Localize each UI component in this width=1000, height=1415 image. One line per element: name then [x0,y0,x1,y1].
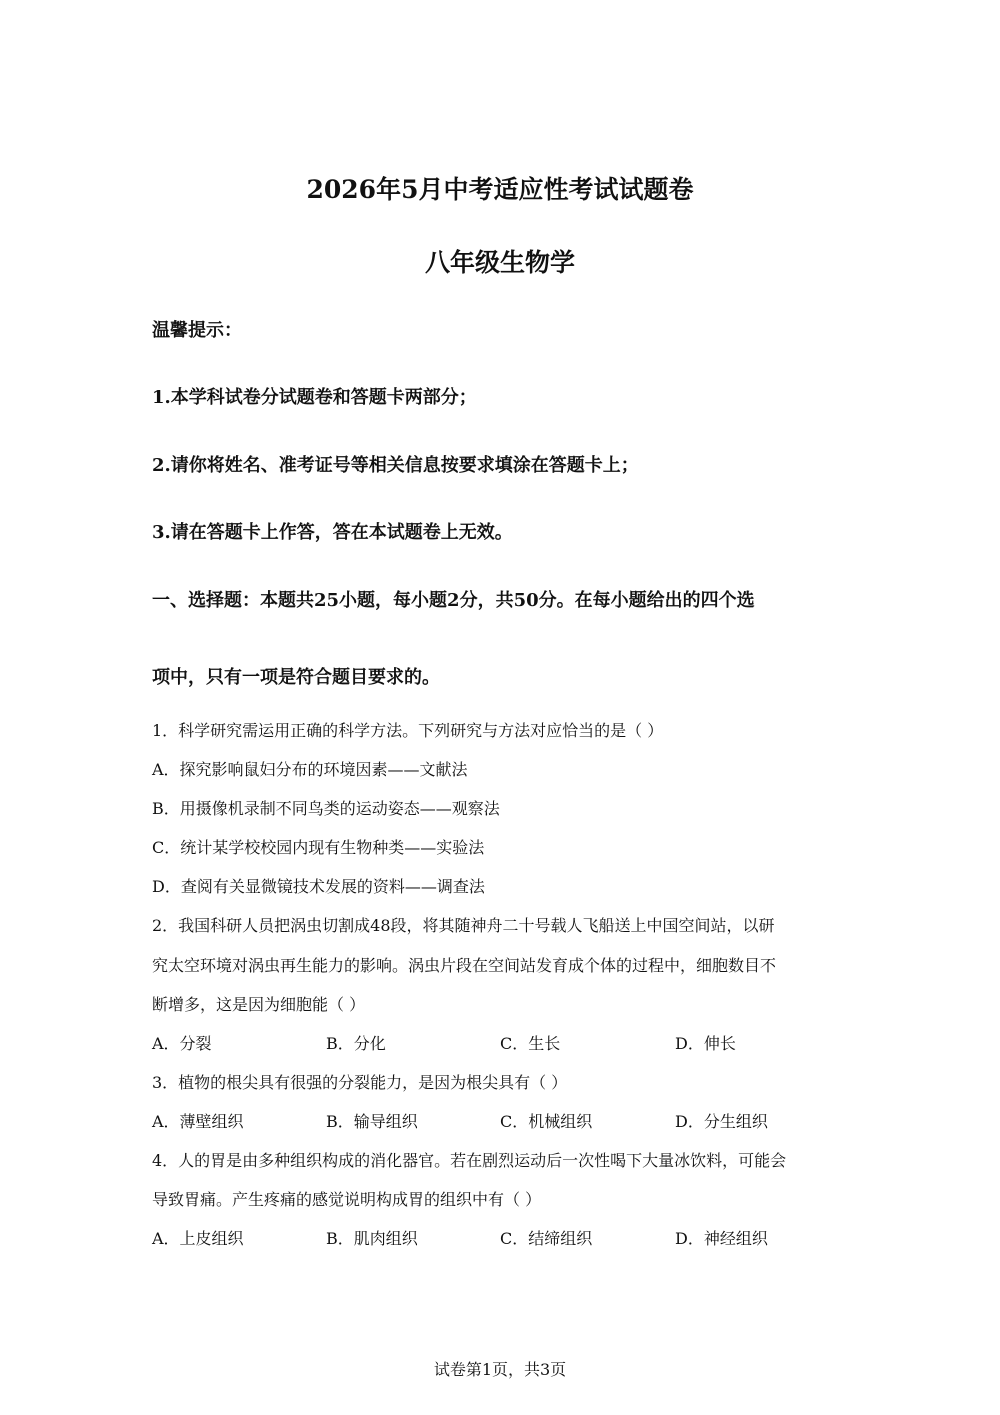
notice-item-3: 3.请在答题卡上作答，答在本试题卷上无效。 [152,522,513,543]
question-3-stem: 3．植物的根尖具有很强的分裂能力，是因为根尖具有（ ） [152,1073,568,1092]
question-3-option-a: A．薄壁组织 [152,1112,244,1131]
notice-item-2: 2.请你将姓名、准考证号等相关信息按要求填涂在答题卡上； [152,455,639,476]
section-heading-line-2: 项中，只有一项是符合题目要求的。 [152,667,440,688]
question-2-stem-line-2: 究太空环境对涡虫再生能力的影响。涡虫片段在空间站发育成个体的过程中，细胞数目不 [152,956,777,975]
question-2-option-d: D．伸长 [675,1034,736,1053]
question-1-option-a: A．探究影响鼠妇分布的环境因素——文献法 [152,760,468,779]
question-2-stem-line-3: 断增多，这是因为细胞能（ ） [152,995,366,1014]
section-heading-line-1: 一、选择题：本题共25小题，每小题2分，共50分。在每小题给出的四个选 [152,590,755,611]
notice-heading: 温馨提示： [152,320,242,341]
question-4-option-a: A．上皮组织 [152,1229,244,1248]
page-subtitle: 八年级生物学 [424,248,575,277]
question-4-stem-line-1: 4．人的胃是由多种组织构成的消化器官。若在剧烈运动后一次性喝下大量冰饮料，可能会 [152,1151,787,1170]
question-3-option-b: B．输导组织 [326,1112,418,1131]
question-4-option-c: C．结缔组织 [500,1229,593,1248]
question-1-option-d: D．查阅有关显微镜技术发展的资料——调查法 [152,877,485,896]
notice-item-1: 1.本学科试卷分试题卷和答题卡两部分； [152,387,477,408]
question-2-option-a: A．分裂 [152,1034,212,1053]
question-4-option-d: D．神经组织 [675,1229,768,1248]
question-4-stem-line-2: 导致胃痛。产生疼痛的感觉说明构成胃的组织中有（ ） [152,1190,542,1209]
question-1-stem: 1．科学研究需运用正确的科学方法。下列研究与方法对应恰当的是（ ） [152,721,664,740]
page-title: 2026年5月中考适应性考试试题卷 [306,175,694,204]
question-3-option-d: D．分生组织 [675,1112,768,1131]
question-1-option-c: C．统计某学校校园内现有生物种类——实验法 [152,838,485,857]
question-2-stem-line-1: 2．我国科研人员把涡虫切割成48段，将其随神舟二十号载人飞船送上中国空间站，以研 [152,916,775,935]
page-number-footer: 试卷第1页，共3页 [433,1360,567,1379]
question-2-option-b: B．分化 [326,1034,386,1053]
question-3-option-c: C．机械组织 [500,1112,593,1131]
question-2-option-c: C．生长 [500,1034,561,1053]
question-1-option-b: B．用摄像机录制不同鸟类的运动姿态——观察法 [152,799,500,818]
question-4-option-b: B．肌肉组织 [326,1229,418,1248]
